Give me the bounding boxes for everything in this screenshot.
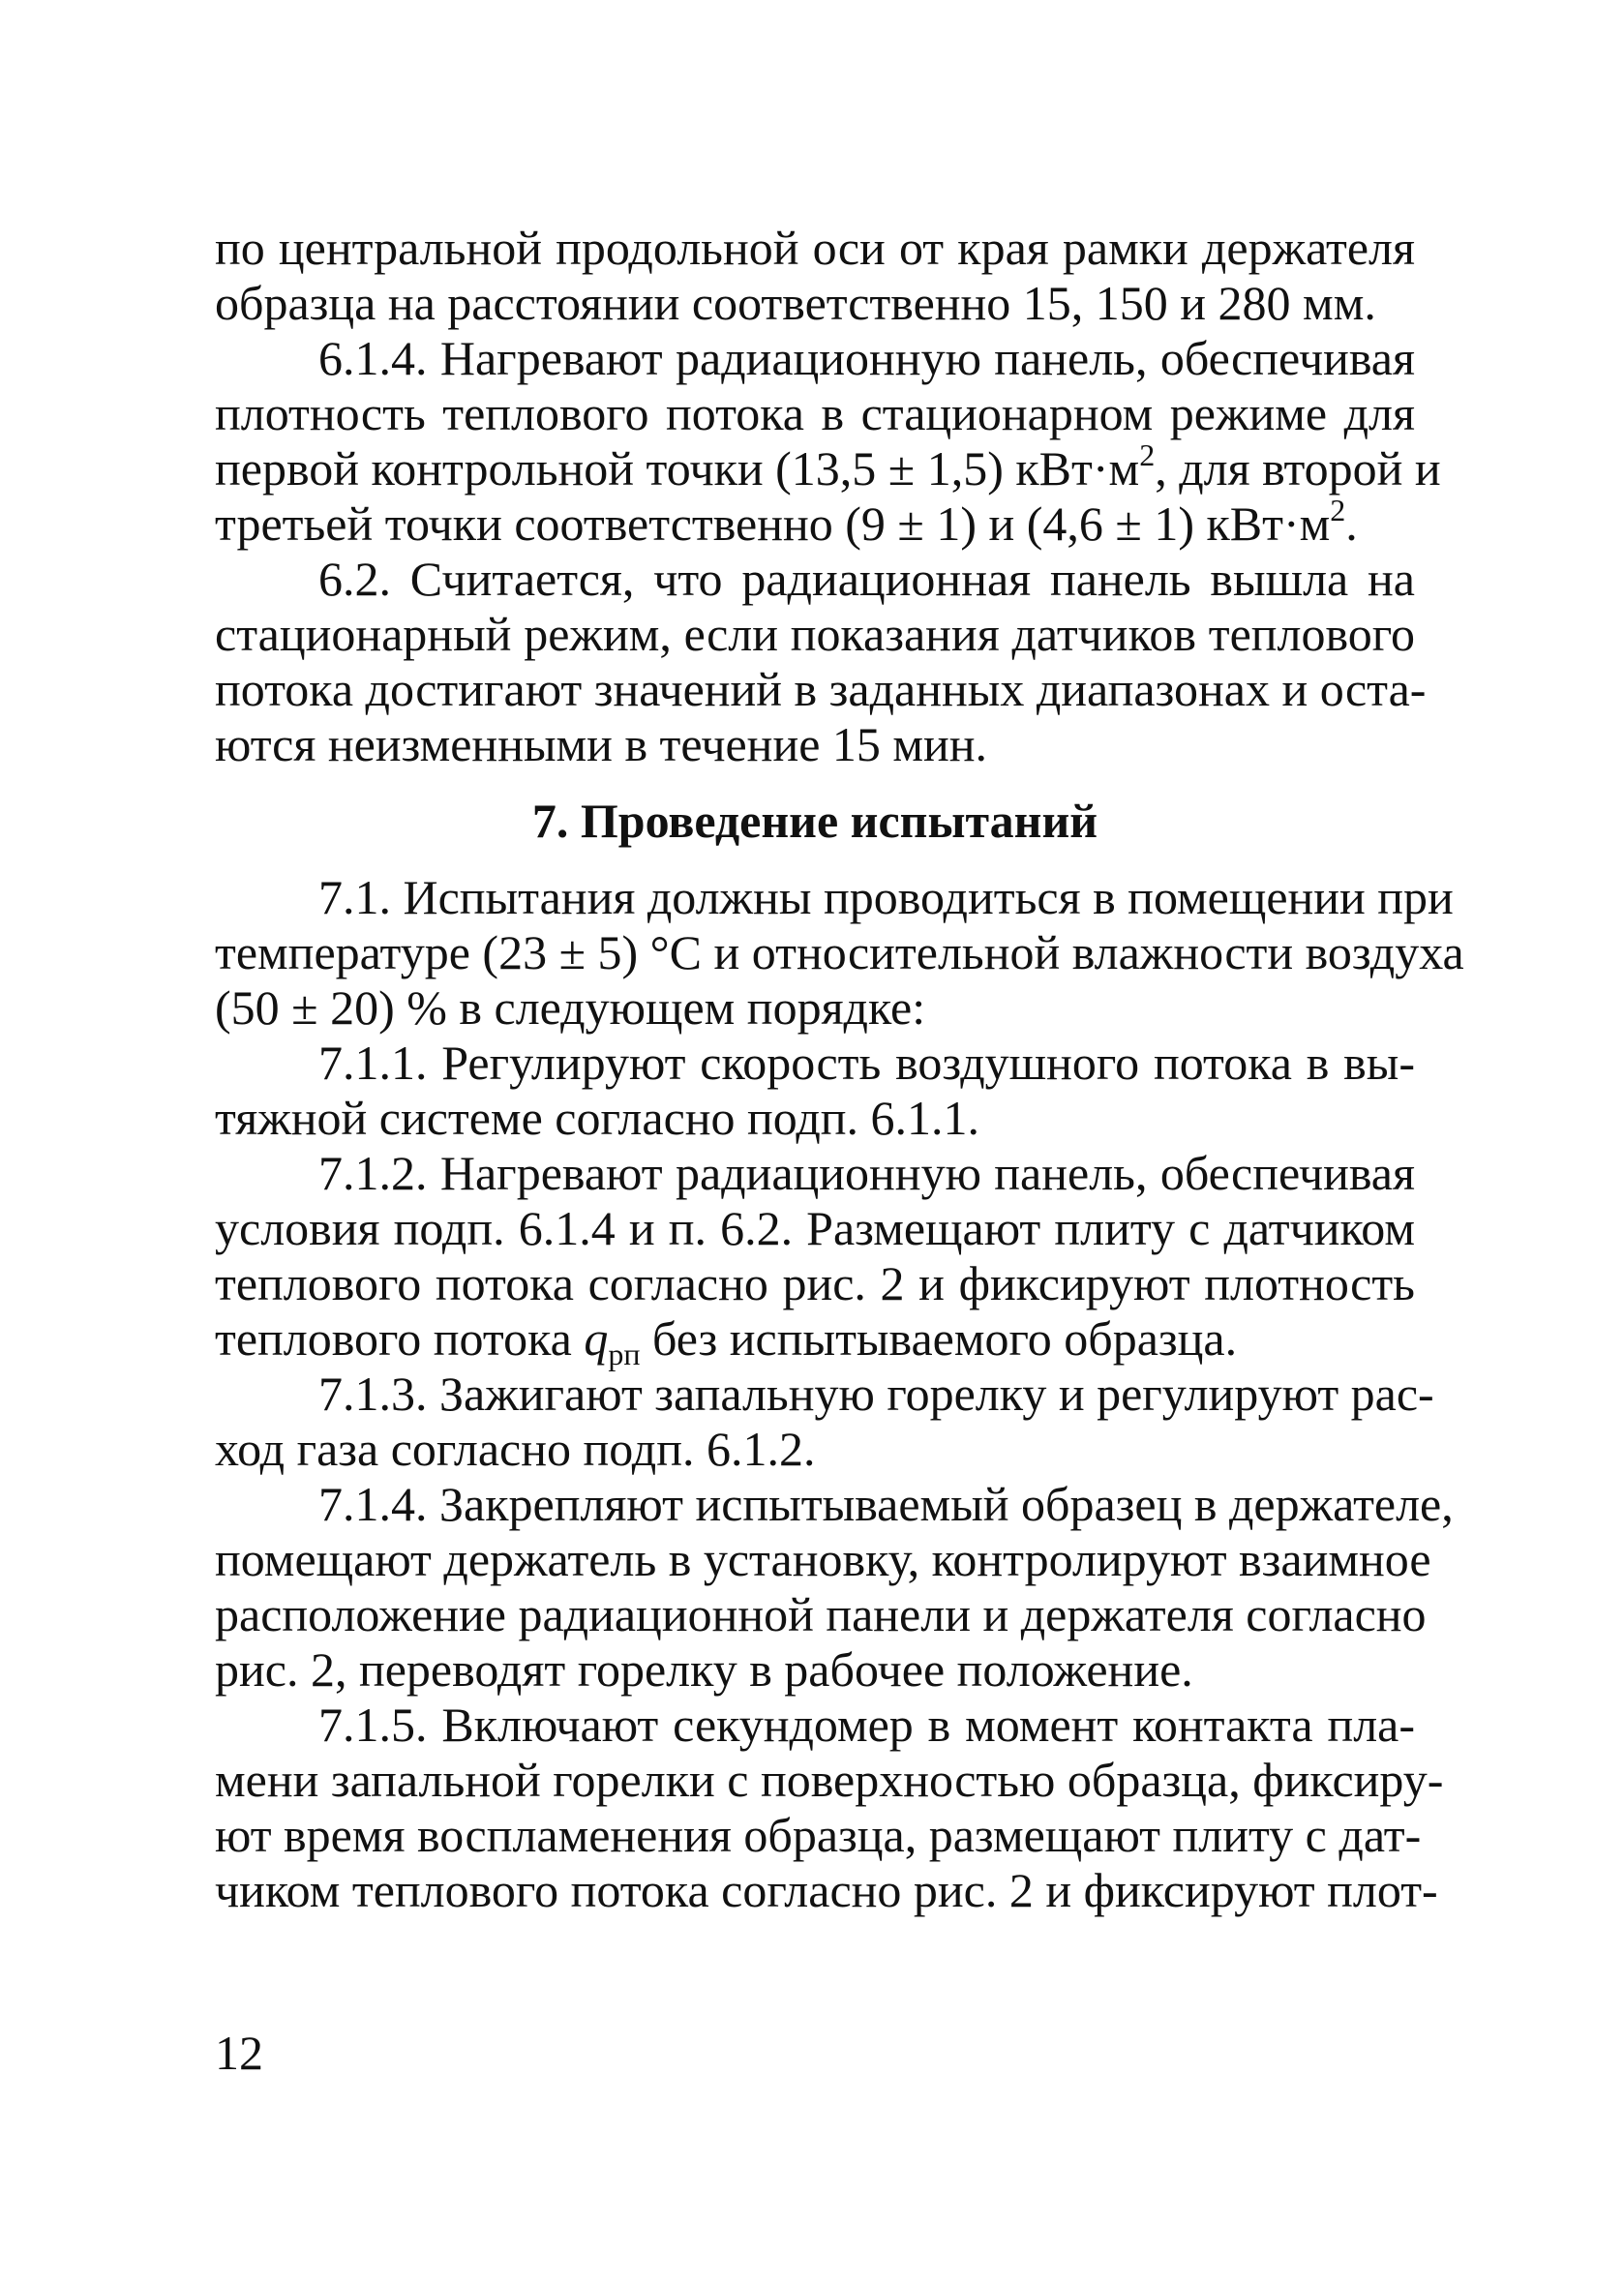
text-line: условия подп. 6.1.4 и п. 6.2. Размещают плиту с датчиком xyxy=(215,1201,1415,1255)
text-line: помещают держатель в установку, контролируют взаимное xyxy=(215,1532,1431,1586)
page-body xyxy=(215,221,1464,1918)
paragraph-7-1-4 xyxy=(215,1477,1454,1698)
superscript: 2 xyxy=(1139,437,1156,472)
paragraph-7-1-3 xyxy=(215,1367,1434,1477)
text-line: тяжной системе согласно подп. 6.1.1. xyxy=(215,1091,980,1145)
text-line xyxy=(215,437,1441,496)
text-line xyxy=(215,493,1415,552)
paragraph-7-1-1 xyxy=(215,1036,1415,1146)
text-line: 6.2. Считается, что радиационная панель вышла на xyxy=(318,552,1415,606)
text-line: мени запальной горелки с поверхностью образца, фиксиру- xyxy=(215,1753,1444,1807)
text-line: стационарный режим, если показания датчиков теплового xyxy=(215,607,1415,661)
text-line: рис. 2, переводят горелку в рабочее положение. xyxy=(215,1642,1193,1697)
text-segment: теплового потока xyxy=(215,1311,585,1366)
text-segment: первой контрольной точки (13,5 ± 1,5) кВт·м xyxy=(215,441,1140,496)
text-line: 6.1.4. Нагревают радиационную панель, обеспечивая xyxy=(318,331,1415,385)
text-line: чиком теплового потока согласно рис. 2 и фиксируют плот- xyxy=(215,1863,1438,1917)
page-number: 12 xyxy=(215,2026,263,2080)
paragraph-7-1-2 xyxy=(215,1146,1415,1371)
text-line: 7.1.3. Зажигают запальную горелку и регулируют рас- xyxy=(318,1367,1434,1421)
text-line: температуре (23 ± 5) °С и относительной влажности воздуха xyxy=(215,925,1464,979)
text-segment: третьей точки соответственно (9 ± 1) и (4,6 ± 1) кВт·м xyxy=(215,496,1331,551)
paragraph-7-1-5 xyxy=(215,1698,1444,1918)
text-line: 7.1.2. Нагревают радиационную панель, обеспечивая xyxy=(318,1146,1415,1200)
text-line: ются неизменными в течение 15 мин. xyxy=(215,717,988,771)
variable-q: q xyxy=(584,1311,609,1366)
subscript: рп xyxy=(608,1337,641,1371)
text-line: 7.1.4. Закрепляют испытываемый образец в держателе, xyxy=(318,1477,1454,1531)
text-line: ют время воспламенения образца, размещают плиту с дат- xyxy=(215,1808,1422,1862)
text-line: по центральной продольной оси от края рамки держателя xyxy=(215,221,1415,275)
text-line: (50 ± 20) % в следующем порядке: xyxy=(215,980,926,1035)
text-line: 7.1. Испытания должны проводиться в помещении при xyxy=(318,870,1454,924)
text-line: расположение радиационной панели и держателя согласно xyxy=(215,1587,1427,1641)
paragraph-6-2 xyxy=(215,552,1427,772)
text-line: потока достигают значений в заданных диапазонах и оста- xyxy=(215,662,1427,716)
paragraph-6-1-4 xyxy=(215,331,1441,552)
text-line: 7.1.1. Регулируют скорость воздушного потока в вы- xyxy=(318,1036,1415,1090)
text-line: плотность теплового потока в стационарном режиме для xyxy=(215,386,1415,440)
paragraph-continuation xyxy=(215,221,1415,331)
text-line: теплового потока согласно рис. 2 и фиксируют плотность xyxy=(215,1256,1415,1310)
text-segment: без испытываемого образца. xyxy=(640,1311,1238,1366)
section-heading: 7. Проведение испытаний xyxy=(531,794,1098,848)
text-line: 7.1.5. Включают секундомер в момент контакта пла- xyxy=(318,1698,1415,1752)
paragraph-7-1 xyxy=(215,870,1464,1036)
text-segment: . xyxy=(1345,496,1358,551)
superscript: 2 xyxy=(1330,493,1346,527)
text-segment: , для второй и xyxy=(1155,441,1441,496)
text-line: образца на расстоянии соответственно 15, 150 и 280 мм. xyxy=(215,276,1376,330)
text-line xyxy=(215,1311,1415,1371)
text-line: ход газа согласно подп. 6.1.2. xyxy=(215,1422,816,1476)
